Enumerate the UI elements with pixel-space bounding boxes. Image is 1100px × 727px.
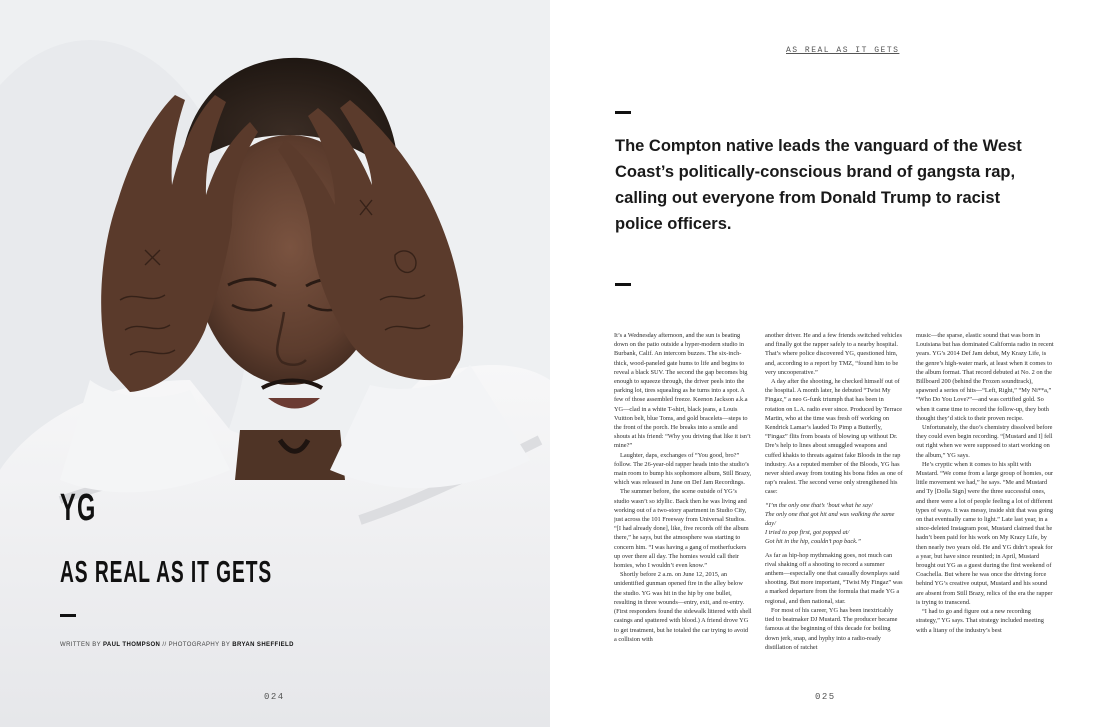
photography-by-label: PHOTOGRAPHY BY — [168, 642, 231, 648]
body-column-2 — [765, 331, 903, 683]
writer-name: PAUL THOMPSON — [102, 642, 161, 648]
paragraph: Unfortunately, the duo’s chemistry dissolved before they could even begin recording. “[Mustard and I] fell out right when we were supposed to start working on the album,” YG says. — [916, 424, 1053, 459]
paragraph: The summer before, the scene outside of YG’s studio wasn’t so idyllic. Back then he was living and working out of a two-story apartment in Studio City, just across the 101 Freeway from Universal Studios. “[I had already done], like, five records off the album there,” he says, but the atmosphere was starting to concern him. “I was having a gang of motherfuckers up over there all day. The homies would call their homies, who I wouldn’t even know.” — [614, 488, 749, 570]
body-column-3 — [916, 331, 1054, 683]
photographer-name: BRYAN SHEFFIELD — [232, 642, 294, 648]
deck-paragraph: The Compton native leads the vanguard of the West Coast’s politically-conscious brand of gangsta rap, calling out everyone from Donald Trump to racist police officers. — [615, 137, 1022, 233]
lyric-line: Got hit in the hip, couldn’t pop back.” — [765, 538, 862, 546]
dek-divider-top — [615, 111, 631, 114]
paragraph: For most of his career, YG has been inextricably tied to beatmaker DJ Mustard. The producer became famous at the beginning of this decade for boiling down jerk, snap, and hyphy into a radio-ready distillation of ratchet — [765, 606, 898, 651]
byline-separator: // — [162, 642, 167, 648]
right-page — [550, 0, 1100, 727]
paragraph: Laughter, daps, exchanges of “You good, bro?” follow. The 26-year-old rapper heads into the studio’s main room to bump his sophomore album, Still Brazy, which was released in June on Def Jam Recordings. — [614, 451, 752, 487]
paragraph: “I had to go and figure out a new recording strategy,” YG says. That strategy included meeting with a litany of the industry’s best — [916, 608, 1044, 634]
lyric-line: I tried to pop first, got popped at/ — [765, 529, 850, 537]
page-number-right: 025 — [815, 692, 836, 702]
lyric-line: The only one that got hit and was walking the same day/ — [765, 510, 895, 528]
dek-divider-bottom — [615, 283, 631, 286]
body-column-1 — [614, 331, 752, 683]
paragraph: As far as hip-hop mythmaking goes, not much can rival shaking off a shooting to record a summer anthem—especially one that casually downplays said shooting. But more important, “Twist My Fingaz” was a marked departure from the formula that made YG a regional, and then national, star. — [765, 551, 903, 605]
title-divider — [60, 614, 76, 617]
paragraph: A day after the shooting, he checked himself out of the hospital. A month later, he debuted “Twist My Fingaz,” a neo G-funk triumph that has been in rotation on L.A. radio ever since. Produced by Terrace Martin, who at the time was fresh off working on Kendrick Lamar’s lauded To Pimp a Butterfly, “Fingaz” flits from boasts of blowing up without Dr. Dre’s help to lines about smuggled weapons and cuffed khakis to threats against fake Bloods in the rap industry. As a reputed member of the Bloods, YG has never shied away from touting his bona fides as one of rap’s realest. The second verse only strengthened his case: — [765, 378, 903, 496]
paragraph: another driver. He and a few friends switched vehicles and finally got the rapper safely to a nearby hospital. That’s where police discovered YG, questioned him, and, according to a report by TMZ, “found him to be very uncooperative.” — [765, 332, 902, 376]
subject-name: YG — [60, 487, 97, 529]
body-columns — [614, 331, 1054, 683]
paragraph: He’s cryptic when it comes to his split with Mustard. “We come from a large group of homies, our little movement we had,” he says. “Me and Mustard and Ty [Dolla Sign] were the three successful ones, and there were a lot of people feeling a lot of different types of ways. It was messy, inside shit that was going on that eventually came to light.” Late last year, in a since-deleted Instagram post, Mustard claimed that he hadn’t been paid for his work on My Krazy Life, by then nearly two years old. He and YG didn’t speak for a year, but have since reunited; in April, Mustard brought out YG as a guest during the first weekend of Coachella. But where he was once the driving force behind YG’s creative output, Mustard and his sound are absent from Still Brazy, relics of the era the rapper is trying to transcend. — [916, 460, 1054, 606]
lyric-quote — [765, 501, 903, 547]
article-title: AS REAL AS IT GETS — [60, 554, 273, 589]
page-number-left: 024 — [264, 692, 285, 702]
written-by-label: WRITTEN BY — [60, 642, 101, 648]
lyric-line: “I’m the only one that’s ’bout what he say/ — [765, 501, 873, 509]
paragraph: music—the sparse, elastic sound that was born in Louisiana but has dominated California radio in recent years. YG’s 2014 Def Jam debut, My Krazy Life, is the genre’s high-water mark, at least when it comes to the album format. That record debuted at No. 2 on the Billboard 200 (behind the Frozen soundtrack), spawned a series of hits—“Left, Right,” “My Ni**a,” “Who Do You Love?”—and was certified gold. So when it came time to record the follow-up, they both thought they’d stick to their proven recipe. — [916, 332, 1054, 422]
byline — [60, 642, 294, 648]
headline-block — [60, 486, 360, 594]
running-head: AS REAL AS IT GETS — [786, 46, 900, 55]
paragraph: It’s a Wednesday afternoon, and the sun is beating down on the patio outside a hyper-modern studio in Burbank, Calif. An intercom buzzes. The six-inch-thick, wood-paneled gate hums to life and begins to reveal a black SUV. The second the gap becomes big enough to squeeze through, the driver peels into the parking lot, tires squealing as he turns into a spot. A few of those assembled freeze. Keenon Jackson a.k.a YG—clad in a white T-shirt, black jeans, a Louis Vuitton belt, blue Toms, and gold bracelets—steps to the front of the porch. He breaks into a smile and shouts at his friend: “Why you driving that like it isn’t mine?” — [614, 332, 751, 450]
paragraph: Shortly before 2 a.m. on June 12, 2015, an unidentified gunman opened fire in the alley below the studio. YG was hit in the hip by one bullet, resulting in three wounds—entry, exit, and re-entry. (First responders found the sidewalk littered with shell casings and spattered with blood.) A friend drove YG to get treatment, but he totaled the car trying to avoid a collision with — [614, 571, 752, 643]
